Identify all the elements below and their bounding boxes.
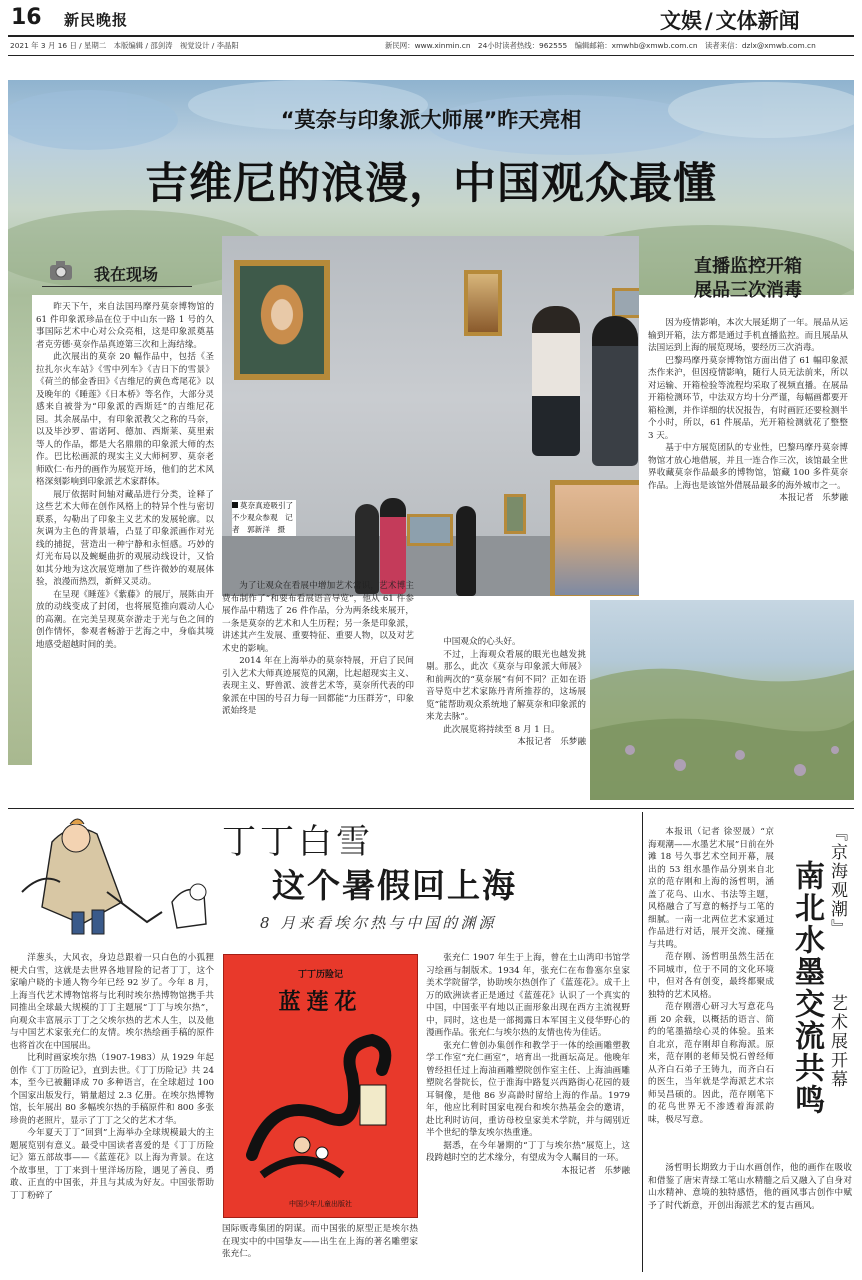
ink-paragraph: 范存刚潜心研习大写意花鸟画 20 余载，以概括的语言、简约的笔墨描绘心灵的体验。虽来自北京，范存刚却自称海派。原来，范存刚的老师吴悦石曾经师从齐白石弟子王铸九，而齐白石的医生，当年就是学海派艺术宗师吴昌硕的。因此，范存刚笔下的花鸟世界无不渗透着海派韵味，极尽写意。 bbox=[648, 1002, 774, 1125]
tintin-paragraph: 洋葱头，大风衣，身边总跟着一只白色的小狐狸梗犬白雪，这就是去世界各地冒险的记者丁丁，这个家喻户晓的卡通人物今年已经 92 岁了。今年 8 月，上海当代艺术博物馆将与比利时埃尔热博物馆携手共同推出全球最大规模的丁丁主题展“丁丁与埃尔热”，向观众丰富展示丁丁之父埃尔热的艺术人生，以及他与中国艺术家张充仁的友情。埃尔热绘画手稿的原件也将首次在中国展出。 bbox=[10, 953, 214, 1051]
section-header bbox=[660, 5, 800, 35]
visitor-group-3 bbox=[456, 506, 476, 596]
monet-column-1 bbox=[36, 301, 214, 651]
visitor-man bbox=[592, 316, 638, 466]
monet-paragraph: 2014 年在上海举办的莫奈特展，开启了民间引入艺术大师真迹展览的风潮，比起超现实主义、表现主义、野兽派、波普艺术等，莫奈所代表的印象派在中国的号召力每一回都能“力压群芳”，印象派始终是 bbox=[222, 656, 414, 716]
reporter-badge-label: 我在现场 bbox=[94, 265, 159, 284]
reporter-badge bbox=[42, 258, 192, 287]
painting-far-frame bbox=[612, 288, 639, 318]
dragon-icon bbox=[242, 1025, 402, 1195]
tintin-column-1 bbox=[10, 952, 214, 1202]
monet-paragraph: 在呈现《睡莲》《紫藤》的展厅，展陈由开放的动线变成了封闭，也将展览推向震动人心的高潮。在完美呈现莫奈游走于光与色之间的创作情怀，参观者畅游于艺海之中，身临其境地感受超越时间的美。 bbox=[36, 589, 214, 650]
side-byline: 本报记者 乐梦融 bbox=[779, 493, 848, 503]
meadow-brushwork bbox=[590, 600, 854, 800]
tintin-title: 丁丁白雪 bbox=[222, 822, 374, 862]
photo-caption bbox=[232, 500, 296, 536]
tintin-and-snowy-icon bbox=[12, 812, 218, 942]
side-headline-1: 直播监控开箱 bbox=[694, 256, 802, 277]
caption-square-icon bbox=[232, 502, 238, 508]
tintin-paragraph: 张充仁 1907 年生于上海，曾在土山湾印书馆学习绘画与制版术。1934 年，张充仁在布鲁塞尔皇家美术学院留学，协助埃尔热创作了《蓝莲花》。成千上万的欧洲读者正是通过《蓝莲花》认识了一个真实的中国，中国张平有地以正面形象出现在西方主流视野中，同时，这也是一部揭露日本军国主义侵华野心的漫画作品。张充仁与埃尔热的友情也传为佳话。 bbox=[426, 953, 630, 1038]
cover-title: 蓝莲花 bbox=[278, 990, 363, 1015]
ink-paragraph: 本报讯（记者 徐翌晟）“京海观潮——水墨艺术展”日前在外滩 18 号久事艺术空间开幕，展出的 53 组水墨作品分别来自北京的范存刚和上海的汤哲明，涵盖了花鸟、山水、书法等主题，风格融合了写意的畅抒与工笔的细腻。一南一北两位艺术家通过作品进行对话，展开交流、碰撞与共鸣。 bbox=[648, 827, 774, 950]
tintin-byline: 本报记者 乐梦融 bbox=[561, 1165, 630, 1176]
painting-landscape bbox=[550, 480, 639, 596]
monet-left-painting bbox=[8, 295, 32, 765]
ink-story-bottom: 汤哲明长期致力于山水画创作，他的画作在吸收和借鉴了唐宋青绿工笔山水精髓之后又融入了自身对山水精神、意境的独特感悟，他的画风事古创作中赋予了时代新意，开创出海派艺术的复古画风。 bbox=[648, 1163, 852, 1211]
tintin-column-2-tail: 国际贩毒集团的阴谋。而中国张的原型正是埃尔热在现实中的中国挚友——出生在上海的著名雕塑家张充仁。 bbox=[222, 1224, 418, 1259]
camera-icon bbox=[48, 258, 74, 282]
monet-paragraph: 此次展览将持续至 8 月 1 日。 bbox=[443, 724, 560, 735]
monet-kicker: “莫奈与印象派大师展”昨天亮相 bbox=[280, 108, 582, 132]
ink-vertical-kicker-1: 『京海观潮』 bbox=[827, 824, 847, 938]
gallery-photo bbox=[222, 236, 639, 596]
monet-paragraph: 展厅依据时间轴对藏品进行分类，诠释了这些艺术大师在创作风格上的特异个性与密切联系，勾勒出了印象主义艺术的发展轮廓。以灰调为主色的背景墙，凸显了印象派画作对光线的捕捉，营造出一种宁静和永恒感。巧妙的灯光布局以及蜿蜒曲折的观展动线设计，又恰如其分地为这次展览增加了些许微妙的观展体验，浪漫而热烈，新鲜又灵动。 bbox=[36, 489, 214, 587]
monet-right-painting bbox=[590, 600, 854, 800]
side-paragraph: 巴黎玛摩丹莫奈博物馆方面出借了 61 幅印象派杰作来沪，但因疫情影响，随行人员无法前来，所以对运输、开箱检验等流程均采取了视频直播。在展品开箱检测环节，中法双方均十分严谨，每幅画都要开箱检测，并作详细的状况报告，有时画匠还要检测半个小时，所以，61 件展品，光开箱检测就花了整整 3 天。 bbox=[648, 355, 848, 441]
paper-name: 新民晚报 bbox=[64, 11, 129, 29]
cover-publisher: 中国少年儿童出版社 bbox=[289, 1200, 352, 1208]
side-paragraph: 因为疫情影响，本次大展延期了一年。展品从运输到开箱，法方都是通过手机直播监控。而且展品从法国运到上海的展览现场，要经历三次消毒。 bbox=[648, 318, 848, 353]
painting-middle bbox=[504, 494, 526, 534]
tintin-paragraph: 据悉，在今年暑期的“丁丁与埃尔热”展览上，这段跨越时空的艺术缘分，有望成为令人瞩目的一环。 bbox=[426, 1140, 630, 1163]
side-text bbox=[648, 317, 848, 505]
ink-story bbox=[648, 826, 774, 1126]
tintin-column-3 bbox=[426, 952, 630, 1177]
visitor-woman bbox=[532, 306, 580, 456]
contact-line: 新民网：www.xinmin.cn 24小时读者热线：962555 编辑邮箱：xmwhb@xmwb.com.cn 读者来信：dzlx@xmwb.com.cn bbox=[385, 41, 816, 50]
page-number: 16 bbox=[11, 5, 42, 30]
monet-paragraph: 不过，上海观众看展的眼光也越发挑剔。那么，此次《莫奈与印象派大师展》和前两次的“莫奈展”有何不同？正如在语音导览中艺术家陈丹青所推荐的，这场展览“能帮助观众系统地了解莫奈和印象派的来龙去脉”。 bbox=[426, 649, 586, 722]
monet-byline: 本报记者 乐梦融 bbox=[517, 737, 586, 747]
tintin-paragraph: 张充仁曾创办集创作和教学于一体的绘画雕塑教学工作室“充仁画室”，培育出一批画坛高足。他晚年曾经担任过上海油画雕塑院创作室主任、上海油画雕塑院名誉院长，位于淮海中路复兴西路街心花园的聂耳铜像，是他 86 岁高龄时留给上海的作品。1979 年，他应比利时国家电视台和埃尔热基金会的邀请，赴比利时访问，重访母校皇家美术学院，并与阔别近半个世纪的挚友埃尔热重逢。 bbox=[426, 1040, 630, 1138]
ink-headline-block bbox=[778, 824, 854, 1154]
ink-paragraph: 范存刚、汤哲明虽然生活在不同城市，位于不同的文化环境中，但对各有创变，最终都聚成独特的艺术风格。 bbox=[648, 952, 774, 1000]
monet-paragraph: 中国观众的心头好。 bbox=[443, 637, 521, 647]
side-paragraph: 基于中方展览团队的专业性，巴黎玛摩丹莫奈博物馆才放心地借展，并且一连合作三次，该馆最全世界收藏莫奈作品最多的博物馆，馆藏 100 多件莫奈作品。上海也是该馆外借展品最多的海外城市之一。 bbox=[648, 443, 848, 491]
monet-paragraph: 昨天下午，来自法国玛摩丹莫奈博物馆的 61 件印象派珍品在位于中山东一路 1 号的久事国际艺术中心对公众亮相，这是印象派奠基者克劳德·莫奈作品真迹第三次和上海结缘。 bbox=[36, 302, 214, 350]
date-line: 2021 年 3 月 16 日 / 星期二 本版编辑 / 邵剑涛 视觉设计 / 李晶阳 bbox=[10, 41, 239, 50]
section-name: 文娱 bbox=[660, 8, 702, 33]
monet-paragraph: 此次展出的莫奈 20 幅作品中，包括《圣拉扎尔火车站》《雪中列车》《吉日下的雪景》《荷兰的郁金香田》《吉维尼的黄色鸢尾花》以及晚年的《睡莲》《日本桥》等名作，大部分灵感来自被誉为“印象派的西斯廷”的吉维尼花园。其余展品中，有印象派教父之称的马奈，以及毕沙罗、雷诺阿、德加、西斯莱、莫里索等人的作品，都是大名鼎鼎的印象派大师的杰作。巴比松画派的现实主义大师柯罗、莫奈老师欧仁·布丹的画作为展览开场，他们的艺术风格深刻影响到印象派艺术家群体。 bbox=[36, 352, 214, 487]
cover-series: 丁丁历险记 bbox=[297, 970, 343, 980]
tintin-illustration bbox=[12, 812, 218, 942]
tintin-headline: 这个暑假回上海 bbox=[272, 866, 517, 905]
tintin-subheadline: 8 月来看埃尔热与中国的渊源 bbox=[260, 914, 497, 932]
painting-small-frame bbox=[464, 270, 502, 336]
ink-vertical-headline: 南北水墨交流共鸣 bbox=[789, 860, 824, 1116]
tintin-paragraph: 今年夏天丁丁“回到”上海举办全球规模最大的主题展览别有意义。最受中国读者喜爱的是《丁丁历险记》第五部故事——《蓝莲花》以上海为背景。在这个故事里，丁丁来到十里洋场历险，遇见了善良、勇敢、正直的中国张，并且与其成为好友。中国张帮助丁丁粉碎了 bbox=[10, 1128, 214, 1201]
painting-row bbox=[407, 514, 453, 546]
blue-lotus-cover bbox=[223, 954, 418, 1218]
side-story bbox=[648, 255, 848, 505]
section-title: 文体新闻 bbox=[715, 8, 800, 33]
painting-girl-portrait bbox=[234, 260, 330, 380]
monet-column-3 bbox=[426, 636, 586, 749]
tintin-paragraph: 比利时画家埃尔热（1907-1983）从 1929 年起创作《丁丁历险记》，直到去世。《丁丁历险记》共 24 本，至今已被翻译成 70 多种语言，在全球超过 100 个国家出版发行，销量超过 2.3 亿册。在埃尔热博物馆，长年展出 80 多幅埃尔热的手稿原件和 800 多张珍贵的老照片，显示了丁丁之父的艺术才华。 bbox=[10, 1053, 214, 1126]
ink-vertical-kicker-2: 艺术展开幕 bbox=[827, 994, 847, 1089]
monet-paragraph: 为了让观众在看展中增加艺术常识，艺术博主费布制作了“和要布看展语音导览”，他从 61 件参展作品中精选了 26 件作品，分为两条线来展开，一条是莫奈的艺术和人生历程；另一条是印象派，讲述其产生发展、重要特征、重要人物，以及对艺术史的影响。 bbox=[222, 581, 414, 654]
monet-column-2 bbox=[222, 580, 414, 718]
photo-caption-text: 莫奈真迹吸引了不少观众参观 记者 郭新洋 摄 bbox=[232, 501, 294, 534]
monet-headline: 吉维尼的浪漫，中国观众最懂 bbox=[145, 159, 717, 209]
section-slash: / bbox=[705, 8, 713, 33]
side-headline-2: 展品三次消毒 bbox=[694, 280, 802, 301]
